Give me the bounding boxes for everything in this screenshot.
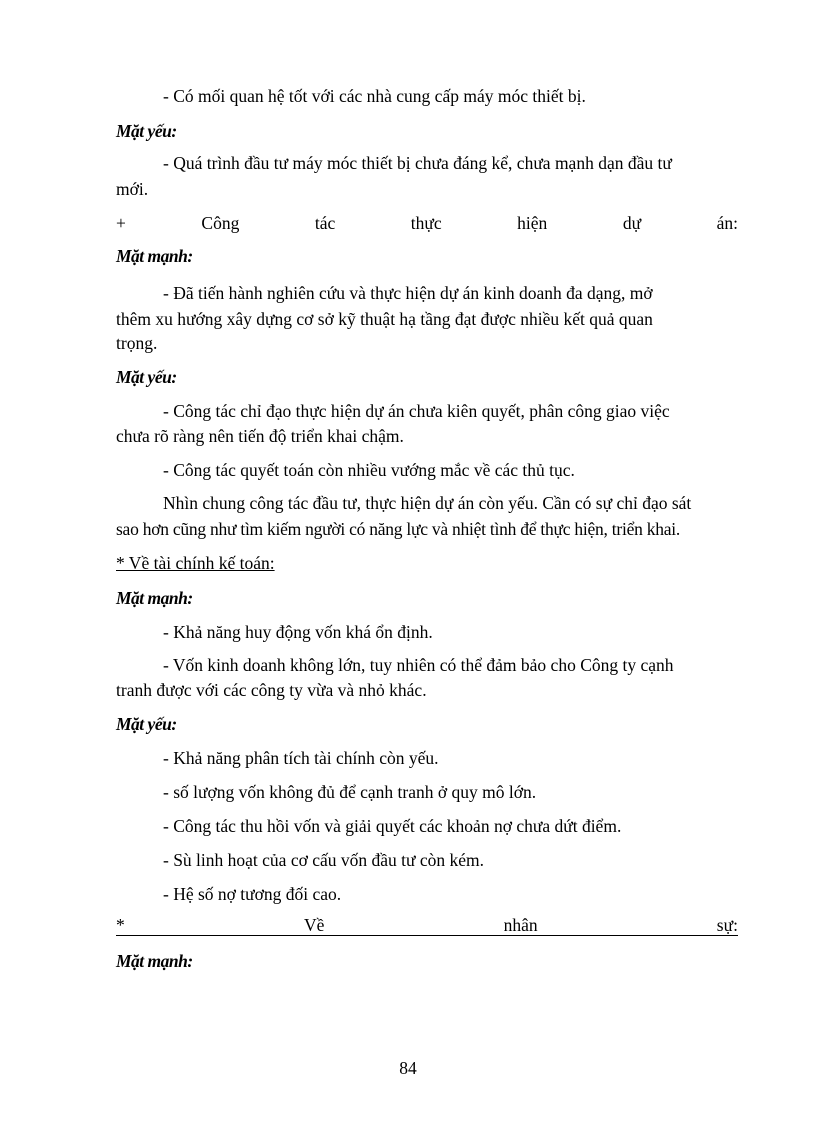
word: thực xyxy=(410,213,442,233)
word: dự xyxy=(622,213,642,233)
text-continuation-infrastructure: thêm xu hướng xây dựng cơ sở kỹ thuật hạ tầng đạt được nhiều kết quả quan xyxy=(116,309,653,329)
heading-weakness-finance: Mặt yếu: xyxy=(116,714,177,734)
word: hiện xyxy=(517,213,548,233)
bullet-debt-collection: - Công tác thu hồi vốn và giải quyết các khoản nợ chưa dứt điểm. xyxy=(163,816,622,836)
summary-paragraph-line-2: sao hơn cũng như tìm kiếm người có năng lực và nhiệt tình để thực hiện, triển khai. xyxy=(116,519,680,539)
word: Công xyxy=(201,213,240,233)
word: án: xyxy=(716,213,738,233)
word: tác xyxy=(314,213,336,233)
bullet-business-capital: - Vốn kinh doanh không lớn, tuy nhiên có thể đảm bảo cho Công ty cạnh xyxy=(163,655,674,675)
word: + xyxy=(116,213,126,233)
text-continuation-important: trọng. xyxy=(116,333,158,353)
bullet-supplier-relations: - Có mối quan hệ tốt với các nhà cung cấp máy móc thiết bị. xyxy=(163,86,586,106)
bullet-debt-ratio: - Hệ số nợ tương đối cao. xyxy=(163,884,342,904)
word: Về xyxy=(303,915,325,935)
section-human-resources xyxy=(116,915,738,936)
bullet-project-research: - Đã tiến hành nghiên cứu và thực hiện dự án kinh doanh đa dạng, mở xyxy=(163,283,653,303)
text-continuation-progress: chưa rõ ràng nên tiến độ triển khai chậm. xyxy=(116,426,404,446)
bullet-settlement: - Công tác quyết toán còn nhiều vướng mắc về các thủ tục. xyxy=(163,460,575,480)
word: sự: xyxy=(716,915,738,935)
bullet-capital-flexibility: - Sù linh hoạt của cơ cấu vốn đầu tư còn kém. xyxy=(163,850,485,870)
section-finance-accounting: * Về tài chính kế toán: xyxy=(116,553,275,573)
word: nhân xyxy=(503,915,538,935)
page-number: 84 xyxy=(399,1058,417,1078)
text-continuation-new: mới. xyxy=(116,179,149,199)
section-project-implementation xyxy=(116,212,738,234)
word: * xyxy=(116,915,125,935)
bullet-capital-amount: - số lượng vốn không đủ để cạnh tranh ở quy mô lớn. xyxy=(163,782,537,802)
heading-strength-hr: Mặt mạnh: xyxy=(116,951,193,971)
bullet-equipment-investment: - Quá trình đầu tư máy móc thiết bị chưa đáng kể, chưa mạnh dạn đầu tư xyxy=(163,153,672,173)
heading-strength-finance: Mặt mạnh: xyxy=(116,588,193,608)
text-continuation-competition: tranh được với các công ty vừa và nhỏ khác. xyxy=(116,680,427,700)
bullet-financial-analysis: - Khả năng phân tích tài chính còn yếu. xyxy=(163,748,439,768)
bullet-project-direction: - Công tác chỉ đạo thực hiện dự án chưa kiên quyết, phân công giao việc xyxy=(163,401,670,421)
heading-strength-projects: Mặt mạnh: xyxy=(116,246,193,266)
heading-weakness-equipment: Mặt yếu: xyxy=(116,121,177,141)
bullet-capital-mobilization: - Khả năng huy động vốn khá ổn định. xyxy=(163,622,433,642)
heading-weakness-projects: Mặt yếu: xyxy=(116,367,177,387)
summary-paragraph-line-1: Nhìn chung công tác đầu tư, thực hiện dự án còn yếu. Cần có sự chỉ đạo sát xyxy=(163,493,692,513)
